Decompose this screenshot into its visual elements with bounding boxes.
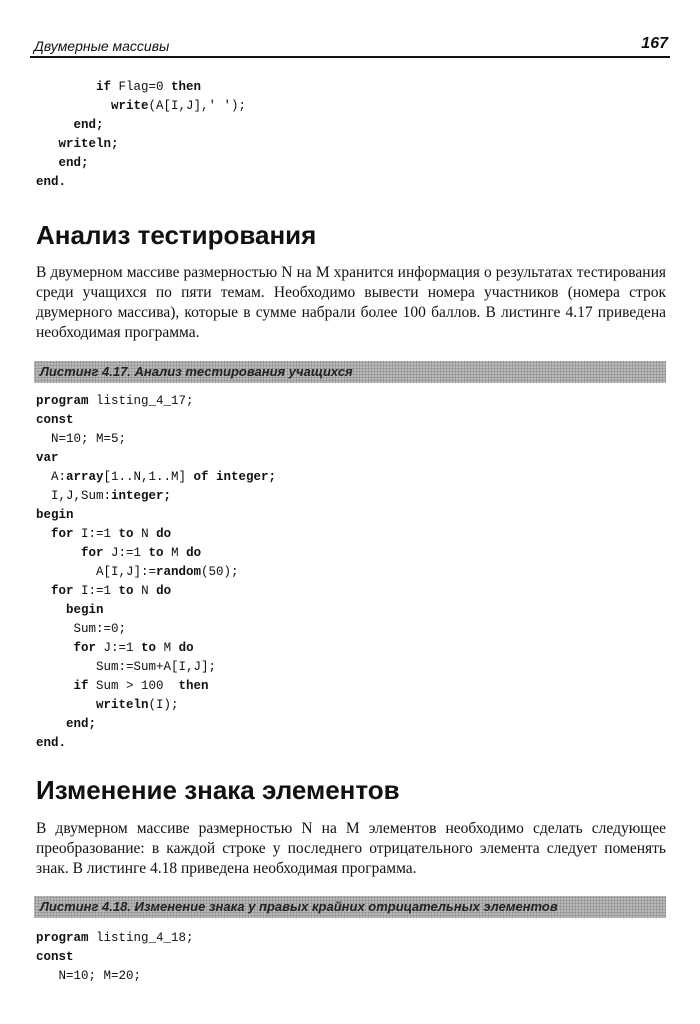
code-block-listing-4-17 (36, 392, 276, 753)
code-line: program listing_4_17; (36, 394, 194, 408)
code-keyword: program (36, 394, 89, 408)
code-keyword: do (186, 546, 202, 560)
code-line: for I:=1 to N do (51, 527, 172, 541)
code-keyword: then (171, 80, 202, 94)
code-line: if Flag=0 then (96, 80, 202, 94)
code-keyword: end. (36, 175, 67, 189)
listing-caption-4-17 (34, 361, 666, 383)
code-line (36, 173, 246, 192)
code-keyword: to (148, 546, 164, 560)
code-keyword: begin (66, 603, 104, 617)
code-keyword: do (156, 527, 172, 541)
code-line: for I:=1 to N do (51, 584, 172, 598)
code-keyword: to (118, 527, 134, 541)
code-keyword: program (36, 931, 89, 945)
code-line: program listing_4_18; (36, 931, 194, 945)
listing-caption-text: Листинг 4.17. Анализ тестирования учащихся (40, 364, 353, 379)
section-paragraph-sign-change: В двумерном массиве размерностью N на M элементов необходимо сделать следующее преобразование: в каждой строке у последнего отрицательного элемента следует поменять знак. В листинге 4.18 приведена необходимая программа. (36, 820, 666, 877)
listing-caption-4-18 (34, 896, 666, 918)
section-paragraph-analysis: В двумерном массиве размерностью N на M хранится информация о результатах тестирования среди учащихся по пяти темам. Необходимо вывести номера участников (номера строк двумерного массива), которые в сумме набрали более 100 баллов. В листинге 4.17 приведена необходимая программа. (36, 264, 666, 341)
code-keyword: writeln; (58, 137, 119, 151)
code-line (36, 948, 194, 967)
section-title-analysis: Анализ тестирования (36, 220, 317, 250)
code-keyword: do (156, 584, 172, 598)
code-line (36, 154, 246, 173)
code-keyword: for (51, 584, 74, 598)
code-keyword: if (96, 80, 112, 94)
code-block-listing-4-18 (36, 929, 194, 986)
code-line: A[I,J]:=random(50); (36, 565, 239, 579)
code-keyword: to (118, 584, 134, 598)
code-line: N=10; M=20; (36, 969, 142, 983)
code-line (36, 715, 276, 734)
code-block-top (36, 78, 246, 192)
code-line: writeln(I); (96, 698, 179, 712)
code-line: I,J,Sum:integer; (36, 489, 172, 503)
code-line: if Sum > 100 then (73, 679, 209, 693)
code-keyword: end; (66, 717, 97, 731)
code-keyword: writeln (96, 698, 149, 712)
code-keyword: begin (36, 508, 74, 522)
code-keyword: random (156, 565, 202, 579)
code-line (36, 506, 276, 525)
code-line (36, 734, 276, 753)
code-keyword: do (178, 641, 194, 655)
code-line: N=10; M=5; (36, 432, 127, 446)
page-number: 167 (641, 35, 668, 52)
code-keyword: const (36, 413, 74, 427)
code-line: Sum:=0; (36, 622, 127, 636)
code-line (36, 411, 276, 430)
code-keyword: end; (58, 156, 89, 170)
code-line: A:array[1..N,1..M] of integer; (36, 470, 277, 484)
code-line: for J:=1 to M do (73, 641, 194, 655)
code-line (36, 116, 246, 135)
code-keyword: of integer; (193, 470, 277, 484)
page-header (30, 28, 670, 58)
code-line (36, 601, 276, 620)
running-title: Двумерные массивы (34, 38, 170, 54)
code-keyword: for (73, 641, 97, 655)
code-line: for J:=1 to M do (81, 546, 202, 560)
code-keyword: var (36, 451, 59, 465)
code-keyword: array (66, 470, 104, 484)
code-keyword: for (51, 527, 74, 541)
listing-caption-text: Листинг 4.18. Изменение знака у правых крайних отрицательных элементов (40, 899, 558, 914)
code-keyword: to (141, 641, 157, 655)
code-keyword: const (36, 950, 74, 964)
code-keyword: end. (36, 736, 67, 750)
code-keyword: end; (73, 118, 104, 132)
code-keyword: for (81, 546, 104, 560)
code-line (36, 135, 246, 154)
code-keyword: if (73, 679, 89, 693)
section-title-sign-change: Изменение знака элементов (36, 775, 400, 805)
code-line: write(A[I,J],' '); (111, 99, 247, 113)
code-line (36, 449, 276, 468)
code-keyword: write (111, 99, 149, 113)
code-keyword: then (178, 679, 209, 693)
code-line: Sum:=Sum+A[I,J]; (36, 660, 217, 674)
code-keyword: integer; (111, 489, 172, 503)
